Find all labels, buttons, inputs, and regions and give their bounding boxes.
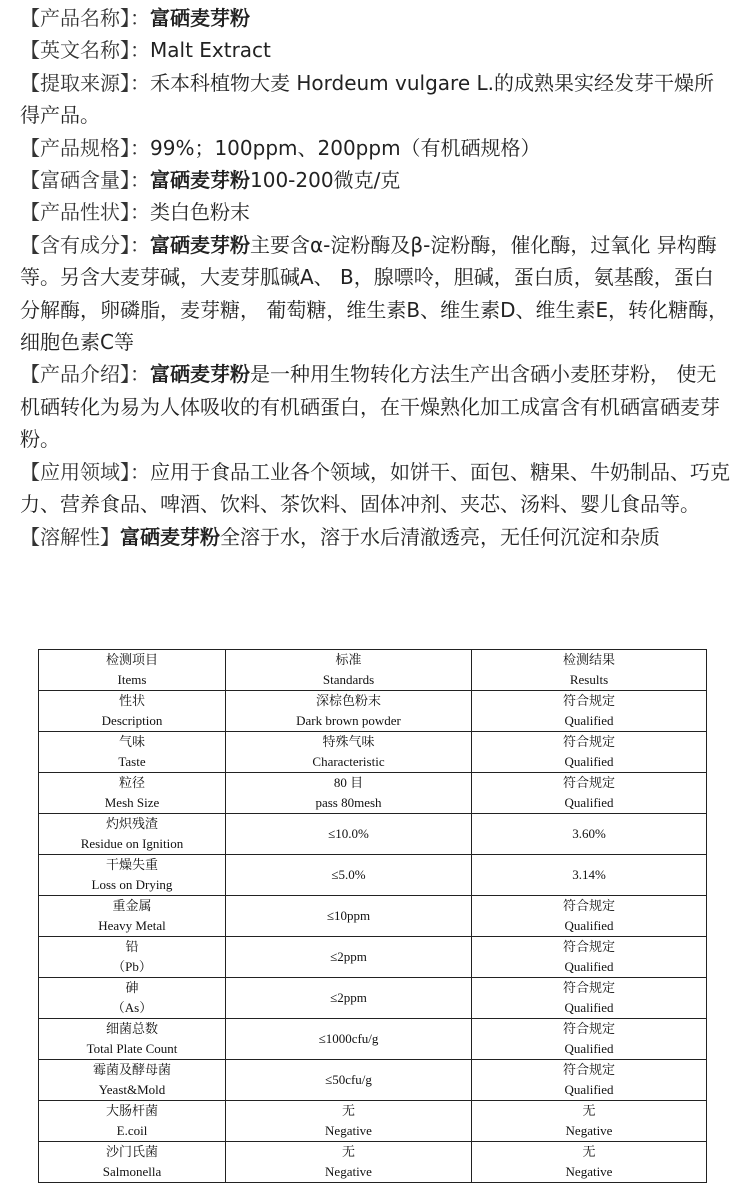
table-cell: [472, 732, 707, 773]
field-label: 【提取来源】: [20, 70, 130, 95]
table-row: [39, 691, 707, 732]
field-text: 应用于食品工业各个领域，如饼干、面包、糖果、牛奶制品、巧克力、营养食品、啤酒、饮料、茶饮料、固体冲剂、夹芯、汤料、婴儿食品等。: [20, 459, 730, 517]
table-cell: [39, 896, 226, 937]
table-cell: [472, 896, 707, 937]
field-label: 【含有成分】: [20, 232, 130, 257]
field-bold-name: 富硒麦芽粉: [150, 168, 250, 193]
field-text: 是一种用生物转化方法生产出含硒小麦胚芽粉， 使无机硒转化为易为人体吸收的有机硒蛋白，在干燥熟化加工成富含有机硒富硒麦芽粉。: [20, 362, 720, 452]
field-line: [20, 164, 732, 196]
cell-english: Residue on Ignition: [80, 836, 184, 851]
cell-chinese: 符合规定: [562, 693, 615, 708]
table-cell: [472, 691, 707, 732]
cell-english: Characteristic: [312, 754, 385, 769]
cell-chinese: ≤2ppm: [330, 949, 367, 964]
cell-chinese: 符合规定: [562, 775, 615, 790]
cell-chinese: ≤10ppm: [326, 908, 371, 923]
table-cell: [472, 937, 707, 978]
table-cell: [472, 773, 707, 814]
table-cell: [39, 1019, 226, 1060]
table-cell: [226, 1060, 472, 1101]
cell-chinese: 检测结果: [562, 652, 615, 667]
table-header-row: [39, 650, 707, 691]
cell-english: pass 80mesh: [315, 795, 382, 810]
table-cell: [226, 732, 472, 773]
table-cell: [472, 1101, 707, 1142]
cell-english: Salmonella: [102, 1164, 162, 1179]
table-cell: [39, 855, 226, 896]
cell-chinese: 灼炽残渣: [105, 816, 158, 831]
table-row: [39, 1019, 707, 1060]
cell-english: E.coil: [116, 1123, 148, 1138]
field-separator: ：: [130, 362, 150, 387]
table-cell: [472, 855, 707, 896]
cell-chinese: 80 目: [333, 775, 364, 790]
table-cell: [226, 691, 472, 732]
cell-english: Negative: [565, 1164, 613, 1179]
table-cell: [39, 814, 226, 855]
header-cell: [472, 650, 707, 691]
cell-english: Standards: [322, 672, 375, 687]
field-separator: ：: [130, 135, 150, 160]
field-line: [20, 229, 732, 359]
cell-chinese: 无: [582, 1103, 596, 1118]
field-separator: ：: [130, 232, 150, 257]
table-cell: [39, 1101, 226, 1142]
field-separator: ：: [130, 200, 150, 225]
table-cell: [472, 978, 707, 1019]
table-cell: [472, 1142, 707, 1183]
field-label: 【产品性状】: [20, 200, 130, 225]
table-cell: [39, 1060, 226, 1101]
cell-chinese: ≤1000cfu/g: [318, 1031, 379, 1046]
cell-chinese: 性状: [118, 693, 145, 708]
cell-chinese: 符合规定: [562, 898, 615, 913]
cell-chinese: 大肠杆菌: [105, 1103, 158, 1118]
field-line: [20, 358, 732, 455]
table-cell: [226, 896, 472, 937]
table-cell: [39, 978, 226, 1019]
cell-chinese: 砷: [125, 980, 139, 995]
field-bold-name: 富硒麦芽粉: [150, 362, 250, 387]
table-cell: [472, 1019, 707, 1060]
table-row: [39, 855, 707, 896]
cell-english: Loss on Drying: [91, 877, 173, 892]
field-text: 类白色粉末: [150, 200, 250, 225]
cell-chinese: 特殊气味: [322, 734, 375, 749]
cell-english: （Pb）: [112, 959, 152, 974]
cell-chinese: ≤10.0%: [328, 826, 369, 841]
cell-chinese: 干燥失重: [105, 857, 158, 872]
field-line: [20, 34, 732, 66]
cell-chinese: 深棕色粉末: [315, 693, 381, 708]
table-cell: [39, 691, 226, 732]
table-cell: [226, 814, 472, 855]
field-line: [20, 521, 732, 553]
table-row: [39, 732, 707, 773]
field-line: [20, 132, 732, 164]
field-text: 99%；100ppm、200ppm（有机硒规格）: [150, 135, 541, 160]
table-cell: [39, 732, 226, 773]
table-cell: [226, 1019, 472, 1060]
cell-english: Qualified: [564, 754, 614, 769]
cell-chinese: 无: [582, 1144, 596, 1159]
cell-english: Mesh Size: [104, 795, 160, 810]
cell-english: （As）: [111, 1000, 153, 1015]
table-cell: [39, 773, 226, 814]
table-row: [39, 814, 707, 855]
field-text: 主要含α-淀粉酶及β-淀粉酶，催化酶，过氧化 异构酶 等。另含大麦芽碱，大麦芽胍碱A、 B，腺嘌呤，胆碱，蛋白质，氨基酸，蛋白分解酶，卵磷脂，麦芽糖， 葡萄糖，维生素B、维生素D、维生素E，转化糖酶，细胞色素C等: [20, 232, 729, 355]
field-line: [20, 2, 732, 34]
field-label: 【产品规格】: [20, 135, 130, 160]
cell-chinese: 铅: [125, 939, 139, 954]
field-line: [20, 67, 732, 132]
cell-chinese: 细菌总数: [105, 1021, 158, 1036]
cell-english: Results: [569, 672, 609, 687]
cell-chinese: 气味: [118, 734, 145, 749]
cell-chinese: 3.14%: [572, 867, 606, 882]
cell-english: Negative: [325, 1123, 372, 1138]
cell-english: Qualified: [564, 795, 614, 810]
table-row: [39, 937, 707, 978]
cell-english: Qualified: [564, 959, 614, 974]
table-cell: [39, 1142, 226, 1183]
table-cell: [472, 814, 707, 855]
field-line: [20, 196, 732, 228]
cell-english: Negative: [325, 1164, 372, 1179]
cell-english: Qualified: [564, 1000, 614, 1015]
cell-chinese: 无: [341, 1144, 355, 1159]
cell-chinese: 霉菌及酵母菌: [92, 1062, 171, 1077]
cell-chinese: ≤5.0%: [331, 867, 366, 882]
table-cell: [226, 978, 472, 1019]
cell-english: Negative: [565, 1123, 613, 1138]
field-label: 【溶解性】: [20, 524, 120, 549]
test-results-table: [38, 649, 707, 1183]
header-cell: [226, 650, 472, 691]
table-cell: [226, 937, 472, 978]
cell-english: Items: [117, 672, 147, 687]
table-cell: [226, 855, 472, 896]
field-separator: ：: [130, 459, 150, 484]
field-separator: ：: [130, 70, 150, 95]
field-separator: ：: [130, 6, 150, 30]
cell-chinese: 3.60%: [572, 826, 606, 841]
field-text: 100-200微克/克: [250, 168, 401, 193]
table-row: [39, 896, 707, 937]
product-info: [20, 2, 732, 553]
table-row: [39, 1101, 707, 1142]
table-cell: [226, 1142, 472, 1183]
cell-english: Heavy Metal: [98, 918, 166, 933]
field-bold-name: 富硒麦芽粉: [150, 6, 250, 30]
cell-chinese: 符合规定: [562, 1021, 615, 1036]
field-label: 【富硒含量】: [20, 168, 130, 193]
cell-english: Total Plate Count: [86, 1041, 178, 1056]
field-text: 禾本科植物大麦 Hordeum vulgare L.的成熟果实经发芽干燥所得产品。: [20, 70, 714, 128]
cell-chinese: 无: [341, 1103, 355, 1118]
table-row: [39, 978, 707, 1019]
table-row: [39, 1142, 707, 1183]
cell-english: Qualified: [564, 1082, 614, 1097]
field-text: Malt Extract: [150, 38, 271, 63]
cell-english: Dark brown powder: [296, 713, 401, 728]
cell-chinese: 检测项目: [105, 652, 158, 667]
cell-chinese: 沙门氏菌: [105, 1144, 158, 1159]
table-cell: [39, 937, 226, 978]
cell-english: Description: [101, 713, 163, 728]
field-separator: ：: [130, 38, 150, 63]
field-label: 【应用领域】: [20, 459, 130, 484]
table-row: [39, 773, 707, 814]
cell-english: Qualified: [564, 1041, 614, 1056]
field-separator: ：: [130, 168, 150, 193]
cell-chinese: 符合规定: [562, 980, 615, 995]
cell-english: Qualified: [564, 918, 614, 933]
header-cell: [39, 650, 226, 691]
field-label: 【产品名称】: [20, 6, 130, 30]
table-cell: [472, 1060, 707, 1101]
cell-chinese: ≤50cfu/g: [325, 1072, 372, 1087]
field-bold-name: 富硒麦芽粉: [150, 232, 250, 257]
cell-chinese: 粒径: [118, 775, 145, 790]
cell-chinese: 重金属: [112, 898, 152, 913]
table-cell: [226, 1101, 472, 1142]
table-row: [39, 1060, 707, 1101]
cell-chinese: ≤2ppm: [330, 990, 367, 1005]
field-text: 全溶于水，溶于水后清澈透亮，无任何沉淀和杂质: [220, 524, 660, 549]
cell-chinese: 符合规定: [562, 939, 615, 954]
table-cell: [226, 773, 472, 814]
cell-chinese: 符合规定: [562, 734, 615, 749]
cell-chinese: 标准: [335, 652, 362, 667]
cell-english: Taste: [118, 754, 146, 769]
field-label: 【英文名称】: [20, 38, 130, 63]
field-bold-name: 富硒麦芽粉: [120, 524, 220, 549]
field-label: 【产品介绍】: [20, 362, 130, 387]
cell-english: Qualified: [564, 713, 614, 728]
cell-english: Yeast&Mold: [98, 1082, 166, 1097]
field-line: [20, 456, 732, 521]
cell-chinese: 符合规定: [562, 1062, 615, 1077]
